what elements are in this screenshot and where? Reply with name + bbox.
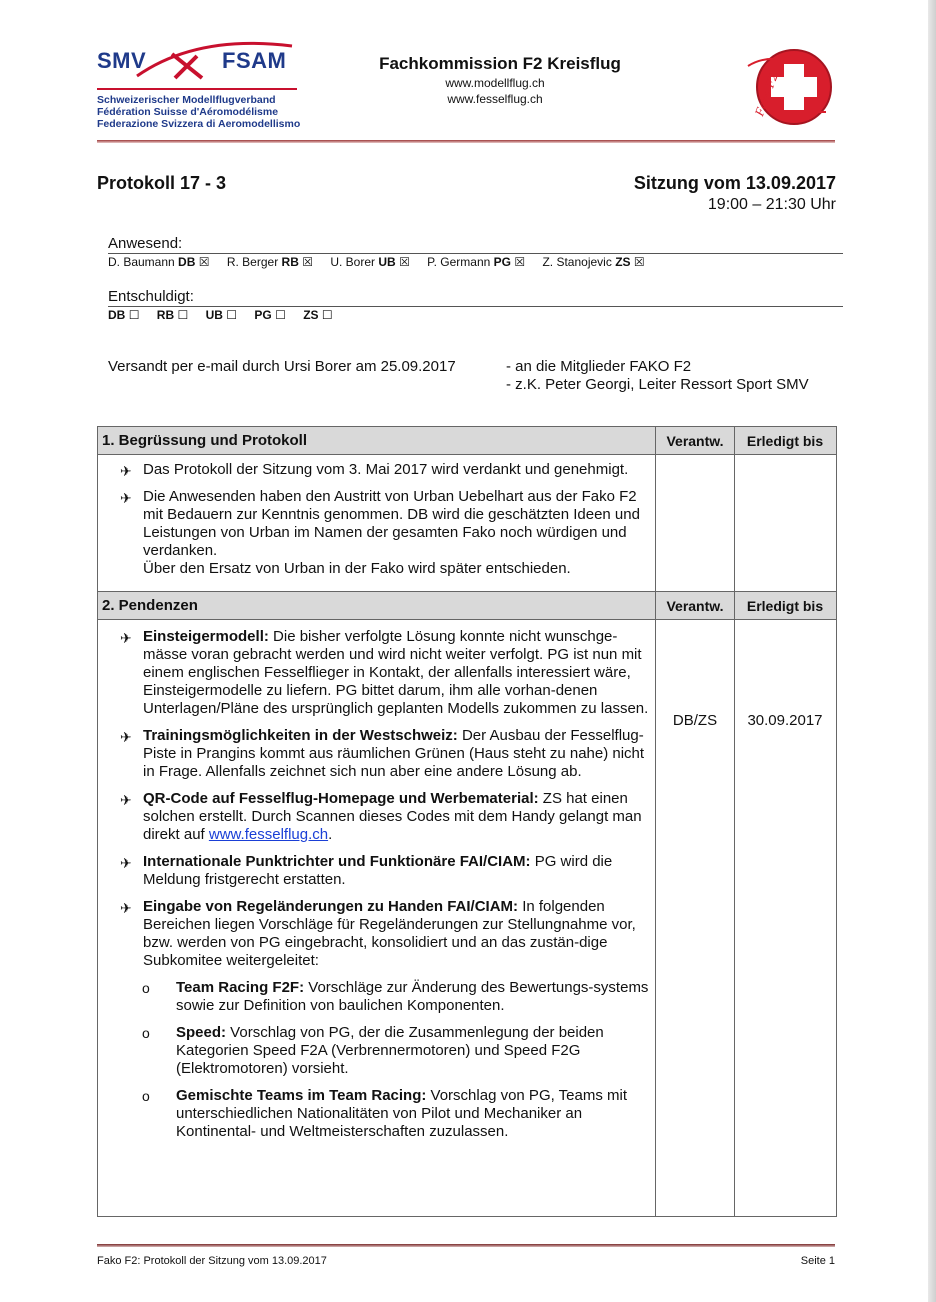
col-due: Erledigt bis (746, 433, 824, 449)
airplane-bullet-icon: ✈ (120, 792, 132, 808)
col-responsible: Verantw. (666, 598, 724, 614)
swiss-cross-icon (744, 46, 836, 128)
due-value: 30.09.2017 (747, 712, 823, 729)
session-time: 19:00 – 21:30 Uhr (707, 196, 836, 213)
checkbox-checked-icon: ☒ (514, 255, 526, 269)
checkbox-empty-icon: ☐ (275, 308, 286, 322)
sent-by: Versandt per e-mail durch Ursi Borer am 25.09.2017 (108, 358, 456, 375)
url-modellflug: www.modellflug.ch (445, 76, 545, 90)
sub-list-item: o Speed: Vorschlag von PG, der die Zusammenlegung der beiden Kategorien Speed F2A (Verbrennermotoren) und Speed F2G (Elektromotoren) vorsieht. (142, 1024, 604, 1077)
list-item: ✈ Trainingsmöglichkeiten in der Westschweiz: Der Ausbau der Fesselflug-Piste in Prangins kommt aus räumlichen Grünen (Haus steht zu nahe) nicht in Frage. Allenfalls zeichnet sich nun aber eine andere Lösung ab. (120, 727, 645, 780)
recipient-georgi: - z.K. Peter Georgi, Leiter Ressort Sport SMV (506, 376, 809, 393)
header-divider (97, 140, 835, 143)
header-title: Fachkommission F2 Kreisflug (379, 54, 621, 73)
excused-item: RB ☐ (156, 308, 189, 322)
footer-title: Fako F2: Protokoll der Sitzung vom 13.09.2017 (97, 1255, 327, 1267)
section-header (98, 592, 836, 620)
section-body (98, 620, 836, 1216)
excused-list (108, 308, 347, 322)
airplane-bullet-icon: ✈ (120, 855, 132, 871)
present-label: Anwesend: (108, 235, 183, 252)
list-item: ✈ Einsteigermodell: Die bisher verfolgte Lösung konnte nicht wunschge-mässe voran gebracht werden und wird nicht weiter verfolgt. PG ist nun mit einem englischen Fesselflieger in Kontakt, der allenfalls interessiert wäre, Einsteigermodelle zu liefern. PG bittet darum, ihm alle vorhan-denen Unterlagen/Pläne des ursprünglich geplanten Modells zukommen zu lassen. (120, 628, 649, 717)
recipient-members: - an die Mitglieder FAKO F2 (506, 358, 692, 375)
responsible-value: DB/ZS (672, 712, 718, 729)
org-line-de: Schweizerischer Modellflugverband (97, 94, 276, 106)
col-due: Erledigt bis (746, 598, 824, 614)
present-item: D. Baumann DB ☒ (108, 255, 210, 269)
checkbox-empty-icon: ☐ (177, 308, 189, 322)
list-item: ✈ QR-Code auf Fesselflug-Homepage und Werbematerial: ZS hat einen solchen erstellt. Durch Scannen dieses Codes mit dem Handy gelangt man direkt auf www.fesselflug.ch. (120, 790, 642, 843)
list-item: ✈ Die Anwesenden haben den Austritt von Urban Uebelhart aus der Fako F2 mit Bedauern zur Kenntnis genommen. DB wird die geschätzten Ideen und Leistungen von Urban im Namen der gesamten Fako noch würdigen und verdanken. Über den Ersatz von Urban in der Fako wird später entschieden. (120, 488, 640, 577)
checkbox-checked-icon: ☒ (198, 255, 210, 269)
smv-fsam-logo (97, 40, 307, 130)
circle-bullet-icon: o (142, 1025, 150, 1041)
excused-item: UB ☐ (205, 308, 238, 322)
checkbox-checked-icon: ☒ (633, 255, 645, 269)
airplane-bullet-icon: ✈ (120, 630, 132, 646)
section-title: 1. Begrüssung und Protokoll (102, 432, 308, 449)
circle-bullet-icon: o (142, 980, 150, 996)
fesselflug-link[interactable]: www.fesselflug.ch (208, 826, 329, 843)
protocol-number: Protokoll 17 - 3 (97, 173, 227, 193)
checkbox-empty-icon: ☐ (226, 308, 238, 322)
airplane-bullet-icon: ✈ (120, 729, 132, 745)
smv-text: SMV (97, 48, 147, 73)
excused-label: Entschuldigt: (108, 288, 194, 305)
list-item: ✈ Internationale Punktrichter und Funktionäre FAI/CIAM: PG wird die Meldung fristgerecht erstatten. (120, 853, 613, 888)
sub-list-item: o Team Racing F2F: Vorschläge zur Änderung des Bewertungs-systems sowie zur Definition von baulichen Komponenten. (142, 979, 649, 1014)
excused-item: ZS ☐ (303, 308, 333, 322)
present-rule (108, 253, 843, 254)
circle-bullet-icon: o (142, 1088, 150, 1104)
fsam-text: FSAM (222, 48, 287, 73)
airplane-bullet-icon: ✈ (120, 900, 132, 916)
session-date: Sitzung vom 13.09.2017 (633, 173, 836, 193)
present-item: Z. Stanojevic ZS ☒ (542, 255, 645, 269)
excused-item: DB ☐ (108, 308, 140, 322)
minutes-table (97, 426, 837, 1217)
list-item: ✈ Eingabe von Regeländerungen zu Handen FAI/CIAM: In folgenden Bereichen liegen Vorschläge für Regeländerungen zur Stellungnahme vor, bzw. werden von PG eingebracht, konsolidiert und an das zustän-dige Subkomitee weitergeleitet: (120, 898, 636, 969)
present-item: P. Germann PG ☒ (427, 255, 526, 269)
excused-rule (108, 306, 843, 307)
present-item: U. Borer UB ☒ (330, 255, 410, 269)
present-list (108, 255, 659, 269)
footer-divider (97, 1244, 835, 1247)
sub-list-item: o Gemischte Teams im Team Racing: Vorschlag von PG, Teams mit unterschiedlichen Nationalitäten von Pilot und Mechaniker an Kontinental- und Weltmeisterschaften zuzulassen. (142, 1087, 628, 1140)
airplane-bullet-icon: ✈ (120, 463, 132, 479)
checkbox-checked-icon: ☒ (302, 255, 313, 269)
checkbox-empty-icon: ☐ (128, 308, 140, 322)
section-title: 2. Pendenzen (102, 597, 198, 614)
checkbox-checked-icon: ☒ (399, 255, 410, 269)
url-fesselflug: www.fesselflug.ch (447, 92, 543, 106)
col-responsible: Verantw. (666, 433, 724, 449)
fako-f2-logo (744, 46, 836, 128)
present-item: R. Berger RB ☒ (226, 255, 313, 269)
section-body (98, 455, 836, 592)
org-line-it: Federazione Svizzera di Aeromodellismo (97, 118, 301, 130)
airplane-bullet-icon: ✈ (120, 490, 132, 506)
excused-item: PG ☐ (254, 308, 286, 322)
fako-logo-text: Fako F2 (751, 71, 781, 118)
page-shadow (928, 0, 936, 1302)
org-line-fr: Fédération Suisse d'Aéromodélisme (97, 106, 279, 118)
section-header (98, 427, 836, 455)
list-item: ✈ Das Protokoll der Sitzung vom 3. Mai 2017 wird verdankt und genehmigt. (120, 461, 629, 479)
checkbox-empty-icon: ☐ (321, 308, 333, 322)
page-number: Seite 1 (800, 1255, 835, 1267)
